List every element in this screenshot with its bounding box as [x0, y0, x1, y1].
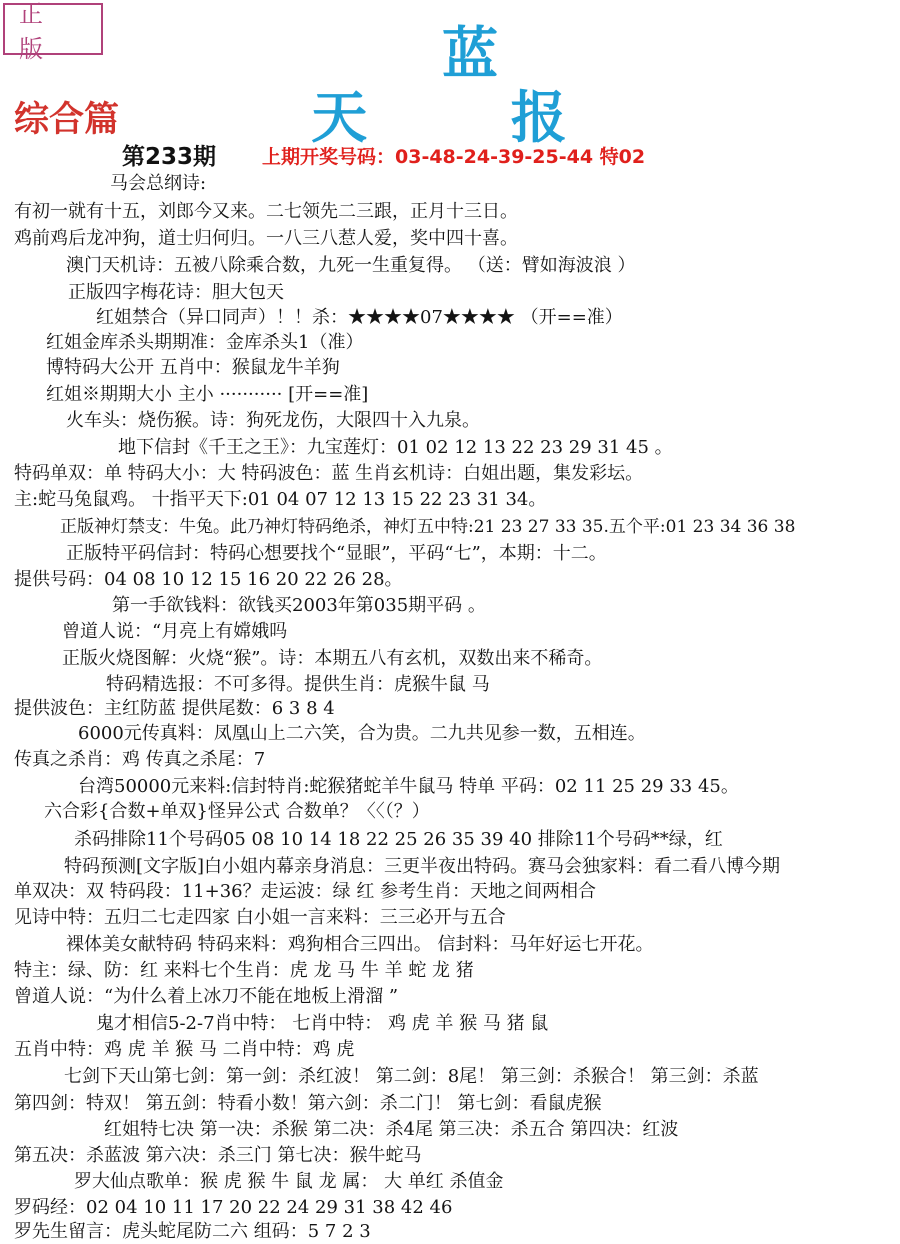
text-line: 杀码排除11个号码05 08 10 14 18 22 25 26 35 39 40 排除11个号码**绿，红 [74, 829, 723, 850]
text-line: 红姐禁合（异口同声）！！杀：★★★★07★★★★ （开==准） [96, 307, 623, 328]
text-line: 正版火烧图解：火烧“猴”。诗：本期五八有玄机，双数出来不稀奇。 [62, 648, 603, 669]
text-line: 特码预测[文字版]白小姐内幕亲身消息：三更半夜出特码。赛马会独家料：看二看八博今期 [64, 856, 781, 877]
text-line: 正版四字梅花诗：胆大包天 [68, 282, 284, 303]
text-line: 五肖中特：鸡 虎 羊 猴 马 二肖中特：鸡 虎 [14, 1039, 355, 1060]
text-line: 马会总纲诗: [110, 173, 207, 194]
text-line: 红姐特七决 第一决：杀猴 第二决：杀4尾 第三决：杀五合 第四决：红波 [104, 1119, 679, 1140]
text-line: 七剑下天山第七剑：第一剑：杀红波！ 第二剑：8尾！ 第三剑：杀猴合！ 第三剑：杀蓝 [64, 1066, 759, 1087]
text-line: 鸡前鸡后龙冲狗，道士归何归。一八三八惹人爱，奖中四十喜。 [14, 228, 518, 249]
text-line: 提供号码：04 08 10 12 15 16 20 22 26 28。 [14, 569, 403, 590]
text-line: 六合彩{合数+单双}怪异公式 合数单？〈〈（？） [44, 801, 430, 822]
text-line: 正版神灯禁支：牛兔。此乃神灯特码绝杀，神灯五中特:21 23 27 33 35.五个平:01 23 34 36 38 [60, 517, 796, 537]
text-line: 特码单双：单 特码大小：大 特码波色：蓝 生肖玄机诗：白姐出题，集发彩坛。 [14, 463, 644, 484]
text-line: 红姐※期期大小 主小 ··········· [开==准] [46, 384, 369, 405]
text-line: 第一手欲钱料：欲钱买2003年第035期平码 。 [112, 595, 486, 616]
text-line: 正版特平码信封：特码心想要找个“显眼”，平码“七”，本期：十二。 [66, 543, 607, 564]
text-line: 曾道人说：“为什么着上冰刀不能在地板上滑溜 ” [14, 986, 399, 1007]
section-title: 综合篇 [14, 99, 120, 140]
text-line: 主:蛇马兔鼠鸡。 十指平天下:01 04 07 12 13 15 22 23 31 34。 [14, 489, 547, 510]
text-line: 单双决：双 特码段：11+36？走运波：绿 红 参考生肖：天地之间两相合 [14, 881, 597, 902]
text-line: 罗大仙点歌单：猴 虎 猴 牛 鼠 龙 属： 大 单红 杀值金 [74, 1171, 504, 1192]
text-line: 红姐金库杀头期期准：金库杀头1（准） [46, 332, 364, 353]
text-line: 罗码经：02 04 10 11 17 20 22 24 29 31 38 42 46 [14, 1197, 453, 1218]
text-line: 6000元传真料：凤凰山上二六笑，合为贵。二九共见参一数，五相连。 [78, 723, 646, 744]
text-line: 火车头：烧伤猴。诗：狗死龙伤，大限四十入九泉。 [66, 410, 480, 431]
text-line: 第五决：杀蓝波 第六决：杀三门 第七决：猴牛蛇马 [14, 1145, 422, 1166]
last-draw-numbers: 上期开奖号码：03-48-24-39-25-44 特02 [262, 146, 646, 168]
text-line: 有初一就有十五，刘郎今又来。二七领先二三跟，正月十三日。 [14, 201, 518, 222]
text-line: 地下信封《千王之王》：九宝莲灯：01 02 12 13 22 23 29 31 45 。 [118, 437, 673, 458]
text-line: 提供波色：主红防蓝 提供尾数：6 3 8 4 [14, 698, 335, 719]
text-line: 曾道人说：“月亮上有嫦娥吗 [62, 621, 288, 642]
text-line: 特码精选报：不可多得。提供生肖：虎猴牛鼠 马 [106, 674, 490, 695]
newspaper-title: 蓝 天 报 [311, 21, 629, 151]
text-line: 台湾50000元来料:信封特肖:蛇猴猪蛇羊牛鼠马 特单 平码：02 11 25 29 33 45。 [78, 776, 739, 797]
text-line: 特主：绿、防：红 来料七个生肖：虎 龙 马 牛 羊 蛇 龙 猪 [14, 960, 474, 981]
text-line: 裸体美女献特码 特码来料：鸡狗相合三四出。 信封料：马年好运七开花。 [66, 934, 654, 955]
issue-number: 第233期 [122, 144, 217, 170]
text-line: 罗先生留言：虎头蛇尾防二六 组码：5 7 2 3 [14, 1221, 371, 1242]
text-line: 第四剑：特双！ 第五剑：特看小数！第六剑：杀二门！ 第七剑：看鼠虎猴 [14, 1093, 602, 1114]
edition-badge: 正 版 [3, 3, 103, 55]
text-line: 见诗中特：五归二七走四家 白小姐一言来料：三三必开与五合 [14, 907, 506, 928]
text-line: 传真之杀肖：鸡 传真之杀尾：7 [14, 749, 266, 770]
text-line: 博特码大公开 五肖中：猴鼠龙牛羊狗 [46, 357, 340, 378]
text-line: 澳门天机诗：五被八除乘合数，九死一生重复得。 （送：臂如海波浪 ） [66, 255, 636, 276]
text-line: 鬼才相信5-2-7肖中特： 七肖中特： 鸡 虎 羊 猴 马 猪 鼠 [96, 1013, 549, 1034]
